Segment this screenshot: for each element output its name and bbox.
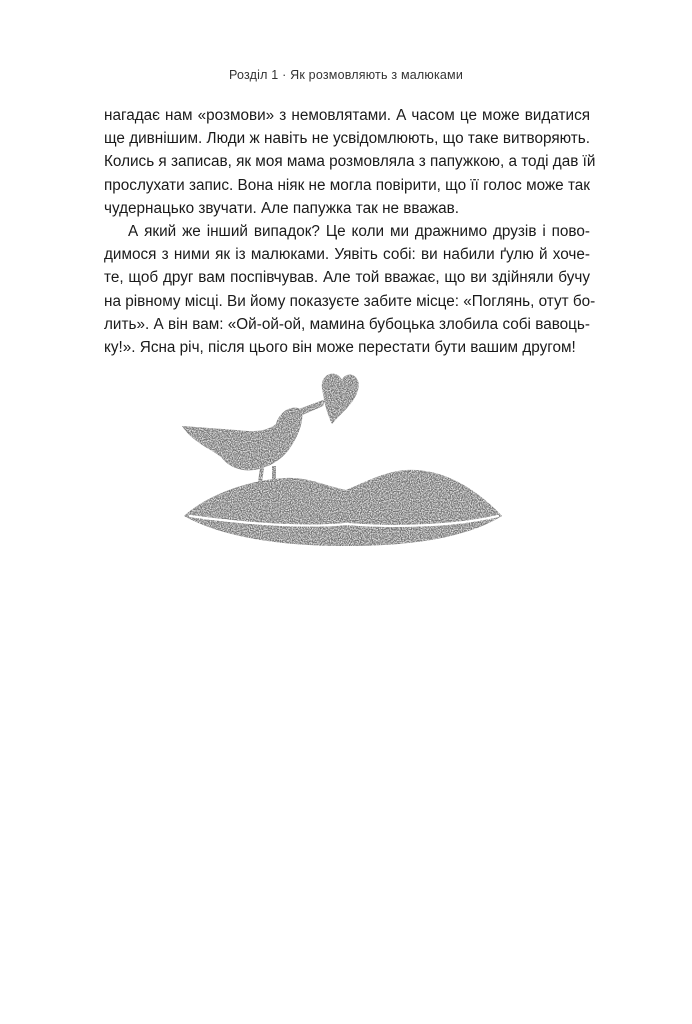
text-line: димося з ними як із малюками. Уявіть собі: ви набили ґулю й хоче- <box>104 246 590 264</box>
heart-icon <box>322 374 359 424</box>
text-line: лить». А він вам: «Ой-ой-ой, мамина бубоцька злобила собі вавоць- <box>104 315 590 333</box>
text-line: А який же інший випадок? Це коли ми дражнимо друзів і пово- <box>128 222 590 240</box>
lips-icon <box>184 470 502 546</box>
text-line: Колись я записав, як моя мама розмовляла з папужкою, а тоді дав їй <box>104 153 596 171</box>
text-line: прослухати запис. Вона ніяк не могла повірити, що її голос може так <box>104 176 590 194</box>
text-line: ще дивнішим. Люди ж навіть не усвідомлюють, що таке витворяють. <box>104 130 590 148</box>
bird-icon <box>182 408 302 471</box>
running-header: Розділ 1 · Як розмовляють з малюками <box>228 68 464 82</box>
text-line: те, щоб друг вам поспівчував. Але той вважає, що ви здійняли бучу <box>104 269 590 287</box>
text-line: нагадає нам «розмови» з немовлятами. А часом це може видатися <box>104 107 590 124</box>
body-text <box>104 104 596 359</box>
text-line: на рівному місці. Ви йому показуєте забите місце: «Поглянь, отут бо- <box>104 292 596 310</box>
text-line: чудернацько звучати. Але папужка так не вважав. <box>104 199 459 217</box>
bird-on-lips-illustration <box>176 366 516 546</box>
text-line: ку!». Ясна річ, після цього він може перестати бути вашим другом! <box>104 338 576 356</box>
